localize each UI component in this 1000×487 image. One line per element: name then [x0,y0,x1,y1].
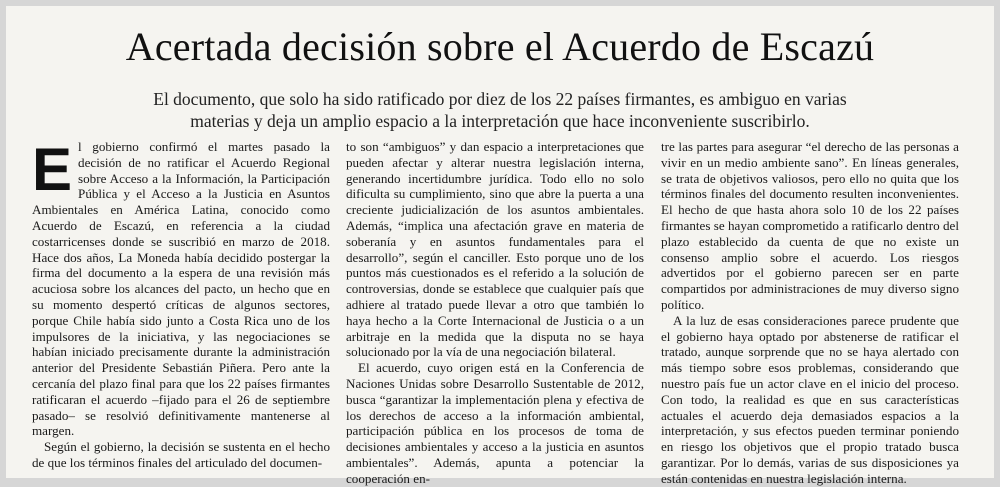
paragraph-text: l gobierno confirmó el martes pasado la decisión de no ratificar el Acuerdo Regional sobre Acceso a la Información, la Participación Pública y el Acceso a la Justicia en Asuntos Ambientales en América Latina, conocido como Acuerdo de Escazú, en referencia a la ciudad costarricenses donde se suscribió en marzo de 2018. Hace dos años, La Moneda había decidido postergar la firma del documento a la espera de una revisión más acuciosa sobre los alcances del pacto, un hecho que en su momento despertó críticas de algunos sectores, porque Chile había sido junto a Costa Rica uno de los impulsores de la iniciativa, y las negociaciones se habían iniciado precisamente durante la administración anterior del Presidente Sebastián Piñera. Pero ante la cercanía del plazo final para que los 22 países firmantes ratificaran el acuerdo –fijado para el 26 de septiembre pasado– se resolvió definitivamente mantenerse al margen. [32,139,330,439]
article-column-2 [346,139,644,487]
article-column-1 [32,136,330,471]
newspaper-clipping [6,6,994,486]
paragraph: Según el gobierno, la decisión se sustenta en el hecho de que los términos finales del articulado del documen- [32,439,330,470]
article-column-3 [661,139,959,487]
paragraph: tre las partes para asegurar “el derecho de las personas a vivir en un medio ambiente sano”. En líneas generales, se trata de objetivos valiosos, pero ello no quita que los términos finales del documento resulten inconvenientes. El hecho de que hasta ahora solo 10 de los 22 países firmantes se hayan comprometido a ratificarlo dentro del plazo establecido da cuenta de que no existe un consenso amplio sobre el acuerdo. Los riesgos advertidos por el gobierno parecen ser en parte compartidos por administraciones de muy diverso signo político. [661,139,959,312]
paragraph [32,136,330,439]
paragraph: to son “ambiguos” y dan espacio a interpretaciones que pueden afectar y alterar nuestra legislación interna, generando incertidumbre jurídica. Todo ello no solo dificulta su cumplimiento, sino que abre la puerta a una creciente judicialización de los asuntos ambientales. Además, “implica una afectación grave en materia de soberanía y en asuntos fundamentales para el desarrollo”, según el canciller. Esto porque uno de los puntos más cuestionados es el referido a la solución de controversias, donde se establece que cualquier país que adhiere al tratado puede llevar a otro que también lo haya hecho a la Corte Internacional de Justicia o a un arbitraje en la medida que la disputa no se haya solucionado por la vía de una negociación bilateral. [346,139,644,360]
paragraph: A la luz de esas consideraciones parece prudente que el gobierno haya optado por abstenerse de ratificar el tratado, aunque sorprende que no se haya alertado con más tiempo sobre esos problemas, considerando que nuestro país fue un actor clave en el inicio del proceso. Con todo, la realidad es que en sus características actuales el acuerdo deja demasiados espacios a la interpretación, y sus efectos pueden terminar poniendo en riesgo los objetivos que el propio tratado busca garantizar. Por lo demás, varias de sus disposiciones ya están contenidas en nuestra legislación interna. [661,312,959,486]
subheadline: El documento, que solo ha sido ratificado por diez de los 22 países firmantes, es ambiguo en varias materias y deja un amplio espacio a la interpretación que hace inconveniente suscribirlo. [153,89,847,131]
paragraph: El acuerdo, cuyo origen está en la Conferencia de Naciones Unidas sobre Desarrollo Sustentable de 2012, busca “garantizar la implementación plena y efectiva de los derechos de acceso a la información ambiental, participación pública en los procesos de toma de decisiones ambientales y acceso a la justicia en asuntos ambientales”. Además, apunta a potenciar la cooperación en- [346,360,644,486]
headline: Acertada decisión sobre el Acuerdo de Escazú [125,24,875,69]
drop-cap: E [32,136,73,203]
